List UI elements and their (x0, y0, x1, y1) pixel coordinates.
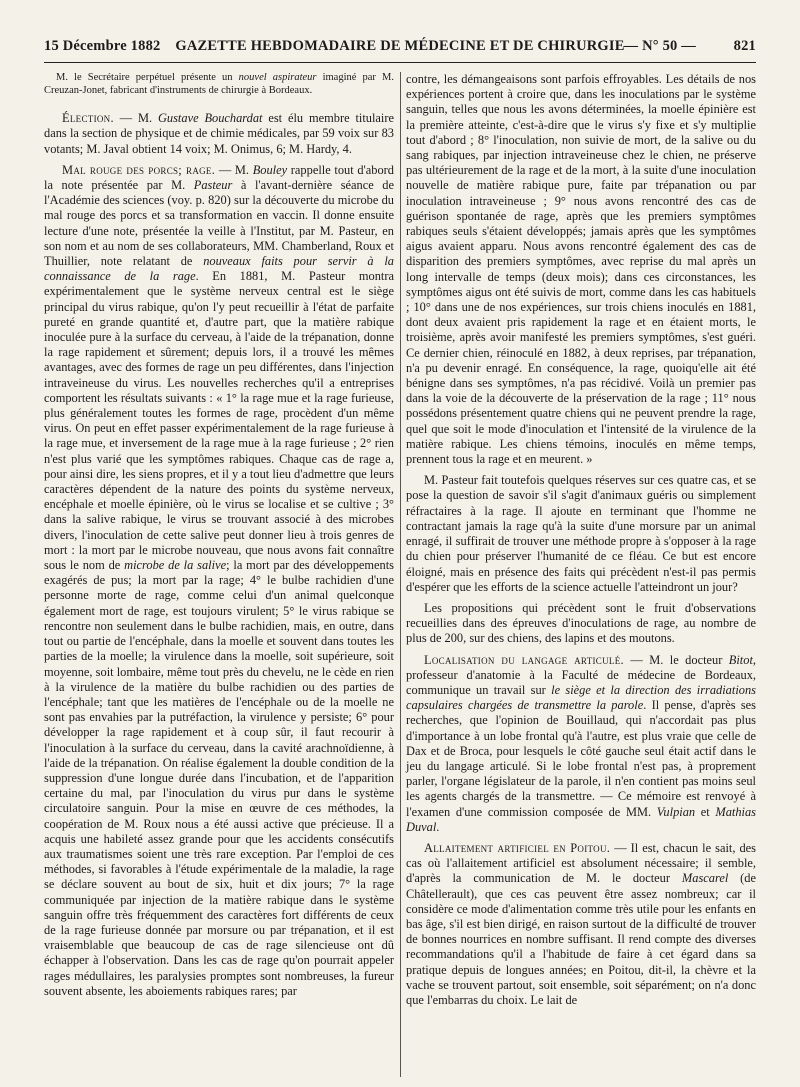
aspirator-note: M. le Secrétaire perpétuel présente un nouvel aspirateur imaginé par M. Creuzan-Jonet, fabricant d'instruments de chirurgie à Bordeaux. (44, 72, 394, 96)
section-heading: Allaitement artificiel en Poitou. (424, 840, 611, 855)
rage-paragraph: Mal rouge des porcs; rage. — M. Bouley rappelle tout d'abord la note présentée par M. Pasteur à l'avant-dernière séance de l'Académie des sciences (voy. p. 820) sur la découverte du microbe du mal rouge des porcs et sa transformation en vaccin. Il donne ensuite lecture d'une note, présentée la veille à l'Institut, par M. Pasteur, en son nom et au nom de ses collaborateurs, MM. Chamberland, Roux et Thuillier, note relatant de nouveaux faits pour servir à la connaissance de la rage. En 1881, M. Pasteur montra expérimentalement que le système nerveux central est le siège principal du virus rabique, qu'on l'y peut recueillir à l'état de parfaite pureté en grande quantité et, d'autre part, que la matière rabique inoculée pure à la surface du cerveau, à l'aide de la trépanation, donne la rage rapidement et sûrement; depuis lors, il a trouvé les mêmes avantages, avec des formes de rage un peu différentes, dans l'injection intraveineuse du virus. Les nouvelles recherches qu'il a entreprises comportent les résultats suivants : « 1° la rage mue et la rage furieuse, plus généralement toutes les formes de rage, procèdent d'un même virus. On peut en effet passer expérimentalement de la rage furieuse à la rage mue, et inversement de la rage mue à la rage furieuse ; 2° rien n'est plus varié que les symptômes rabiques. Chaque cas de rage a, pour ainsi dire, les siens propres, et il y a tout lieu d'admettre que leurs caractères dépendent de la nature des points du système nerveux, encéphale et moelle épinière, où le virus se localise et se cultive ; 3° dans la salive rabique, le virus se trouvant associé à des microbes divers, l'inoculation de cette salive peut donner lieu à trois genres de mort : la mort par le microbe nouveau, que nous avons fait connaître sous le nom de microbe de la salive; la mort par des développements exagérés de pus; la mort par la rage; 4° le bulbe rachidien d'une personne morte de rage, comme celui d'un animal quelconque également mort de rage, est toujours virulent; 5° le virus rabique se rencontre non seulement dans le bulbe rachidien, mais, en outre, dans tout ou partie de l'encéphale, dans la moelle et souvent dans toutes les parties de la moelle; la virulence dans la moelle, soit supérieure, soit moyenne, soit lombaire, même tout près du chevelu, ne le cède en rien à la virulence de la matière du bulbe rachidien ou des parties de l'encéphale; tant que les matières de l'encéphale ou de la moelle ne sont pas envahies par la putréfaction, la virulence y persiste; 6° pour développer la rage rapidement et à coup sûr, il faut recourir à l'inoculation à la surface du cerveau, dans la cavité arachnoïdienne, à l'aide de la trépanation. On réalise également la double condition de la suppression d'une longue durée dans l'incubation, et de l'apparition certaine du mal, par l'inoculation du virus pur dans le système circulatoire sanguin. Pour la mise en œuvre de ces méthodes, la coopération de M. Roux nous a été aussi active que précieuse. Il a acquis une habileté assez grande pour que les accidents consécutifs aux traumatismes soient une très rare exception. Par l'emploi de ces méthodes, si favorables à l'étude expérimentale de la maladie, la rage se déclare souvent au bout de six, huit et dix jours; 7° la rage communiquée par injection de la matière rabique dans le système sanguin offre très fréquemment des caractères fort différents de ceux de la rage furieuse donnée par morsure ou par trépanation, et il est vraisemblable que beaucoup de cas de rage silencieuse ont dû échapper à l'observation. Dans les cas de rage qu'on pourrait appeler rages médullaires, les paralysies promptes sont nombreuses, la fureur souvent absente, les aboiements rabiques rares; par (44, 162, 394, 998)
page-number: 821 (733, 38, 756, 54)
columns (44, 72, 756, 1014)
propositions-paragraph: Les propositions qui précèdent sont le fruit d'observations recueillies dans des épreuves d'inoculations de rage, au nombre de plus de 200, sur des chiens, des lapins et des moutons. (406, 600, 756, 646)
pasteur-reserves-paragraph: M. Pasteur fait toutefois quelques réserves sur ces quatre cas, et se pose la question de savoir s'il s'agit d'animaux guéris ou simplement réfractaires à la rage. Il ajoute en terminant que l'homme ne contractant jamais la rage qu'à la suite d'une morsure par un animal enragé, il suffirait de trouver une méthode propre à s'opposer à la rage du chien pour préserver l'humanité de ce fléau. Ce but est encore éloigné, mais en présence des faits qui précèdent n'est-il pas permis d'espérer que les efforts de la science actuelle l'atteindront un jour? (406, 473, 756, 594)
right-column (406, 72, 756, 1014)
allaitement-paragraph: Allaitement artificiel en Poitou. — Il est, chacun le sait, des cas où l'allaitement artificiel est absolument nécessaire; il semble, d'après la communication de M. le docteur Mascarel (de Châtellerault), que ces cas peuvent être assez nombreux; car il considère ce mode d'alimentation comme très utile pour les enfants en bas âge, s'il est bien dirigé, en raison surtout de la difficulté de trouver de bonnes nourrices en nombre suffisant. Il rend compte des diverses recommandations qu'il a l'habitude de faire à cet égard dans sa pratique depuis de longues années; en Poitou, dit-il, la chèvre et la vache se trouvent partout, soit ensemble, soit séparément; on n'a donc que l'embarras du choix. Le lait de (406, 840, 757, 1007)
language-paragraph: Localisation du langage articulé. — M. le docteur Bitot, professeur d'anatomie à la Faculté de médecine de Bordeaux, communique un travail sur le siège et la direction des irradiations capsulaires chargées de transmettre la parole. Il pense, d'après ses recherches, que l'opinion de Bouillaud, qui n'accordait pas plus d'importance à un lobe frontal qu'à l'autre, est plus vraie que celle de Dax et de Broca, pour lesquels le côté gauche seul était actif dans le jeu du langage articulé. Si le lobe frontal n'est pas, à proprement parler, l'organe législateur de la parole, il n'en contient pas moins seul les agents chargés de la transmettre. — Ce mémoire est renvoyé à l'examen d'une commission composée de MM. Vulpian et Mathias Duval. (406, 652, 757, 834)
left-column (44, 72, 394, 1014)
section-heading: Mal rouge des porcs; rage. (62, 162, 216, 177)
header-rule (44, 62, 756, 63)
section-heading: Élection. (62, 111, 114, 126)
section-heading: Localisation du langage articulé. (424, 652, 624, 667)
running-header (44, 38, 756, 60)
header-date: 15 Décembre 1882 (44, 38, 161, 54)
journal-title: GAZETTE HEBDOMADAIRE DE MÉDECINE ET DE CHIRURGIE (175, 38, 625, 54)
election-paragraph: Élection. — M. Gustave Bouchardat est élu membre titulaire dans la section de physique et de chimie médicales, par 59 voix sur 83 votants; M. Javal obtient 14 voix; M. Onimus, 6; M. Hardy, 4. (44, 111, 394, 156)
issue-number: — N° 50 — (623, 38, 696, 54)
rage-continuation: contre, les démangeaisons sont parfois effroyables. Les détails de nos expériences portent à croire que, dans les inoculations par le système sanguin, telles que nous les avons déterminées, la moelle épinière est la première atteinte, c'est-à-dire que le virus s'y fixe et s'y multiplie tout d'abord ; 8° l'inoculation, non suivie de mort, de la salive ou du sang rabiques, par injection intraveineuse chez le chien, ne préserve pas ultérieurement de la rage et de la mort, à la suite d'une inoculation nouvelle de matière rabique pure, faite par trépanation ou par inoculation intraveineuse ; 9° nous avons rencontré des cas de guérison spontanée de rage, après que les premiers symptômes rabiques seuls s'étaient développés; jamais après que les symptômes aigus avaient apparu. Nous avons rencontré également des cas de disparition des premiers symptômes, avec reprise du mal après un long intervalle de temps (deux mois); dans ces circonstances, les symptômes aigus ont été suivis de mort, comme dans les cas habituels ; 10° dans une de nos expériences, sur trois chiens inoculés en 1881, dont deux avaient pris rapidement la rage et en étaient morts, le troisième, après avoir manifesté les premiers symptômes, s'est guéri. Ce dernier chien, réinoculé en 1882, à deux reprises, par trépanation, n'a pu devenir enragé. En conséquence, la rage, quoiqu'elle ait été bénigne dans ses symptômes, n'a pas récidivé. Voilà un premier pas dans la voie de la découverte de la préservation de la rage ; 11° nous possédons présentement quatre chiens qui ne peuvent prendre la rage, quel que soit le mode d'inoculation et l'intensité de la virulence de la matière rabique. Les chiens témoins, inoculés en même temps, prennent tous la rage et en meurent. » (406, 72, 756, 467)
